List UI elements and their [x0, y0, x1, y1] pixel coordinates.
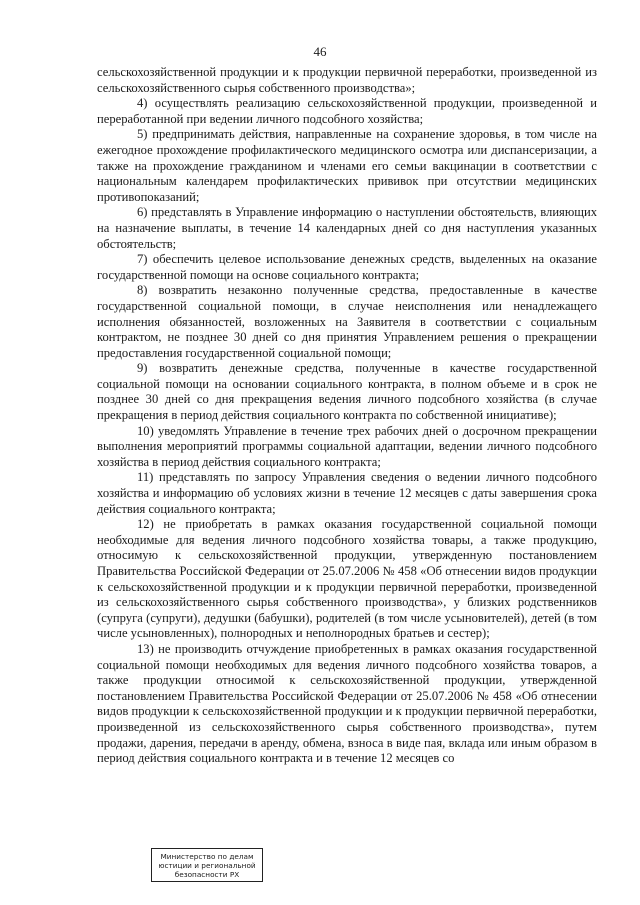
- stamp-line: безопасности РХ: [174, 870, 240, 879]
- stamp-line: Министерство по делам: [160, 852, 254, 861]
- paragraph-item-12: 12) не приобретать в рамках оказания государственной социальной помощи необходимые для ведения личного подсобного хозяйства товары, а также продукцию, относимую к сельскохозяйственной продукции, утвержденную постановлением Правительства Российской Федерации от 25.07.2006 № 458 «Об отнесении видов продукции к сельскохозяйственной продукции и к продукции первичной переработки, произведенной из сельскохозяйственного сырья собственного производства», у близких родственников (супруга (супруги), дедушки (бабушки), родителей (в том числе усыновителей), детей (в том числе усыновленных), полнородных и неполнородных братьев и сестер);: [97, 517, 597, 641]
- stamp-line: юстиции и региональной: [158, 861, 256, 870]
- paragraph-item-10: 10) уведомлять Управление в течение трех рабочих дней о досрочном прекращении выполнения мероприятий программы социальной адаптации, ведении личного подсобного хозяйства в период действия социального контракта;: [97, 423, 597, 469]
- paragraph-item-8: 8) возвратить незаконно полученные средства, предоставленные в качестве государственной социальной помощи, в случае неисполнения или ненадлежащего исполнения обязанностей, возложенных на Заявителя в соответствии с социальным контрактом, не позднее 30 дней со дня принятия Управлением решения о прекращении предоставления государственной социальной помощи;: [97, 283, 597, 360]
- paragraph-item-6: 6) представлять в Управление информацию о наступлении обстоятельств, влияющих на назначение выплаты, в течение 14 календарных дней со дня наступления указанных обстоятельств;: [97, 205, 597, 251]
- paragraph-continuation: сельскохозяйственной продукции и к продукции первичной переработки, произведенной из сельскохозяйственного сырья собственного производства»;: [97, 65, 597, 95]
- paragraph-item-9: 9) возвратить денежные средства, полученные в качестве государственной социальной помощи на основании социального контракта, в полном объеме и в срок не позднее 30 дней со дня прекращения ведения личного подсобного хозяйства (в случае прекращения в период действия социального контракта по собственной инициативе);: [97, 361, 597, 423]
- document-body: [97, 65, 597, 767]
- ministry-stamp: [151, 848, 263, 882]
- paragraph-item-5: 5) предпринимать действия, направленные на сохранение здоровья, в том числе на ежегодное прохождение профилактического медицинского осмотра или диспансеризации, а также на прохождение гражданином и членами его семьи вакцинации в соответствии с национальным календарем профилактических прививок при отсутствии медицинских противопоказаний;: [97, 127, 597, 204]
- paragraph-item-4: 4) осуществлять реализацию сельскохозяйственной продукции, произведенной и переработанной при ведении личного подсобного хозяйства;: [97, 96, 597, 126]
- paragraph-item-7: 7) обеспечить целевое использование денежных средств, выделенных на оказание государственной помощи на основе социального контракта;: [97, 252, 597, 282]
- page-number: 46: [313, 44, 327, 59]
- paragraph-item-11: 11) представлять по запросу Управления сведения о ведении личного подсобного хозяйства и информацию об условиях жизни в течение 12 месяцев с даты завершения срока действия социального контракта;: [97, 470, 597, 516]
- paragraph-item-13: 13) не производить отчуждение приобретенных в рамках оказания государственной социальной помощи необходимых для ведения личного подсобного хозяйства товаров, а также продукции относимой к сельскохозяйственной продукции, утвержденной постановлением Правительства Российской Федерации от 25.07.2006 № 458 «Об отнесении видов продукции к сельскохозяйственной продукции и к продукции первичной переработки, произведенной из сельскохозяйственного сырья собственного производства», путем продажи, дарения, передачи в аренду, обмена, взноса в виде пая, вклада или иным образом в период действия социального контракта и в течение 12 месяцев со: [97, 641, 597, 766]
